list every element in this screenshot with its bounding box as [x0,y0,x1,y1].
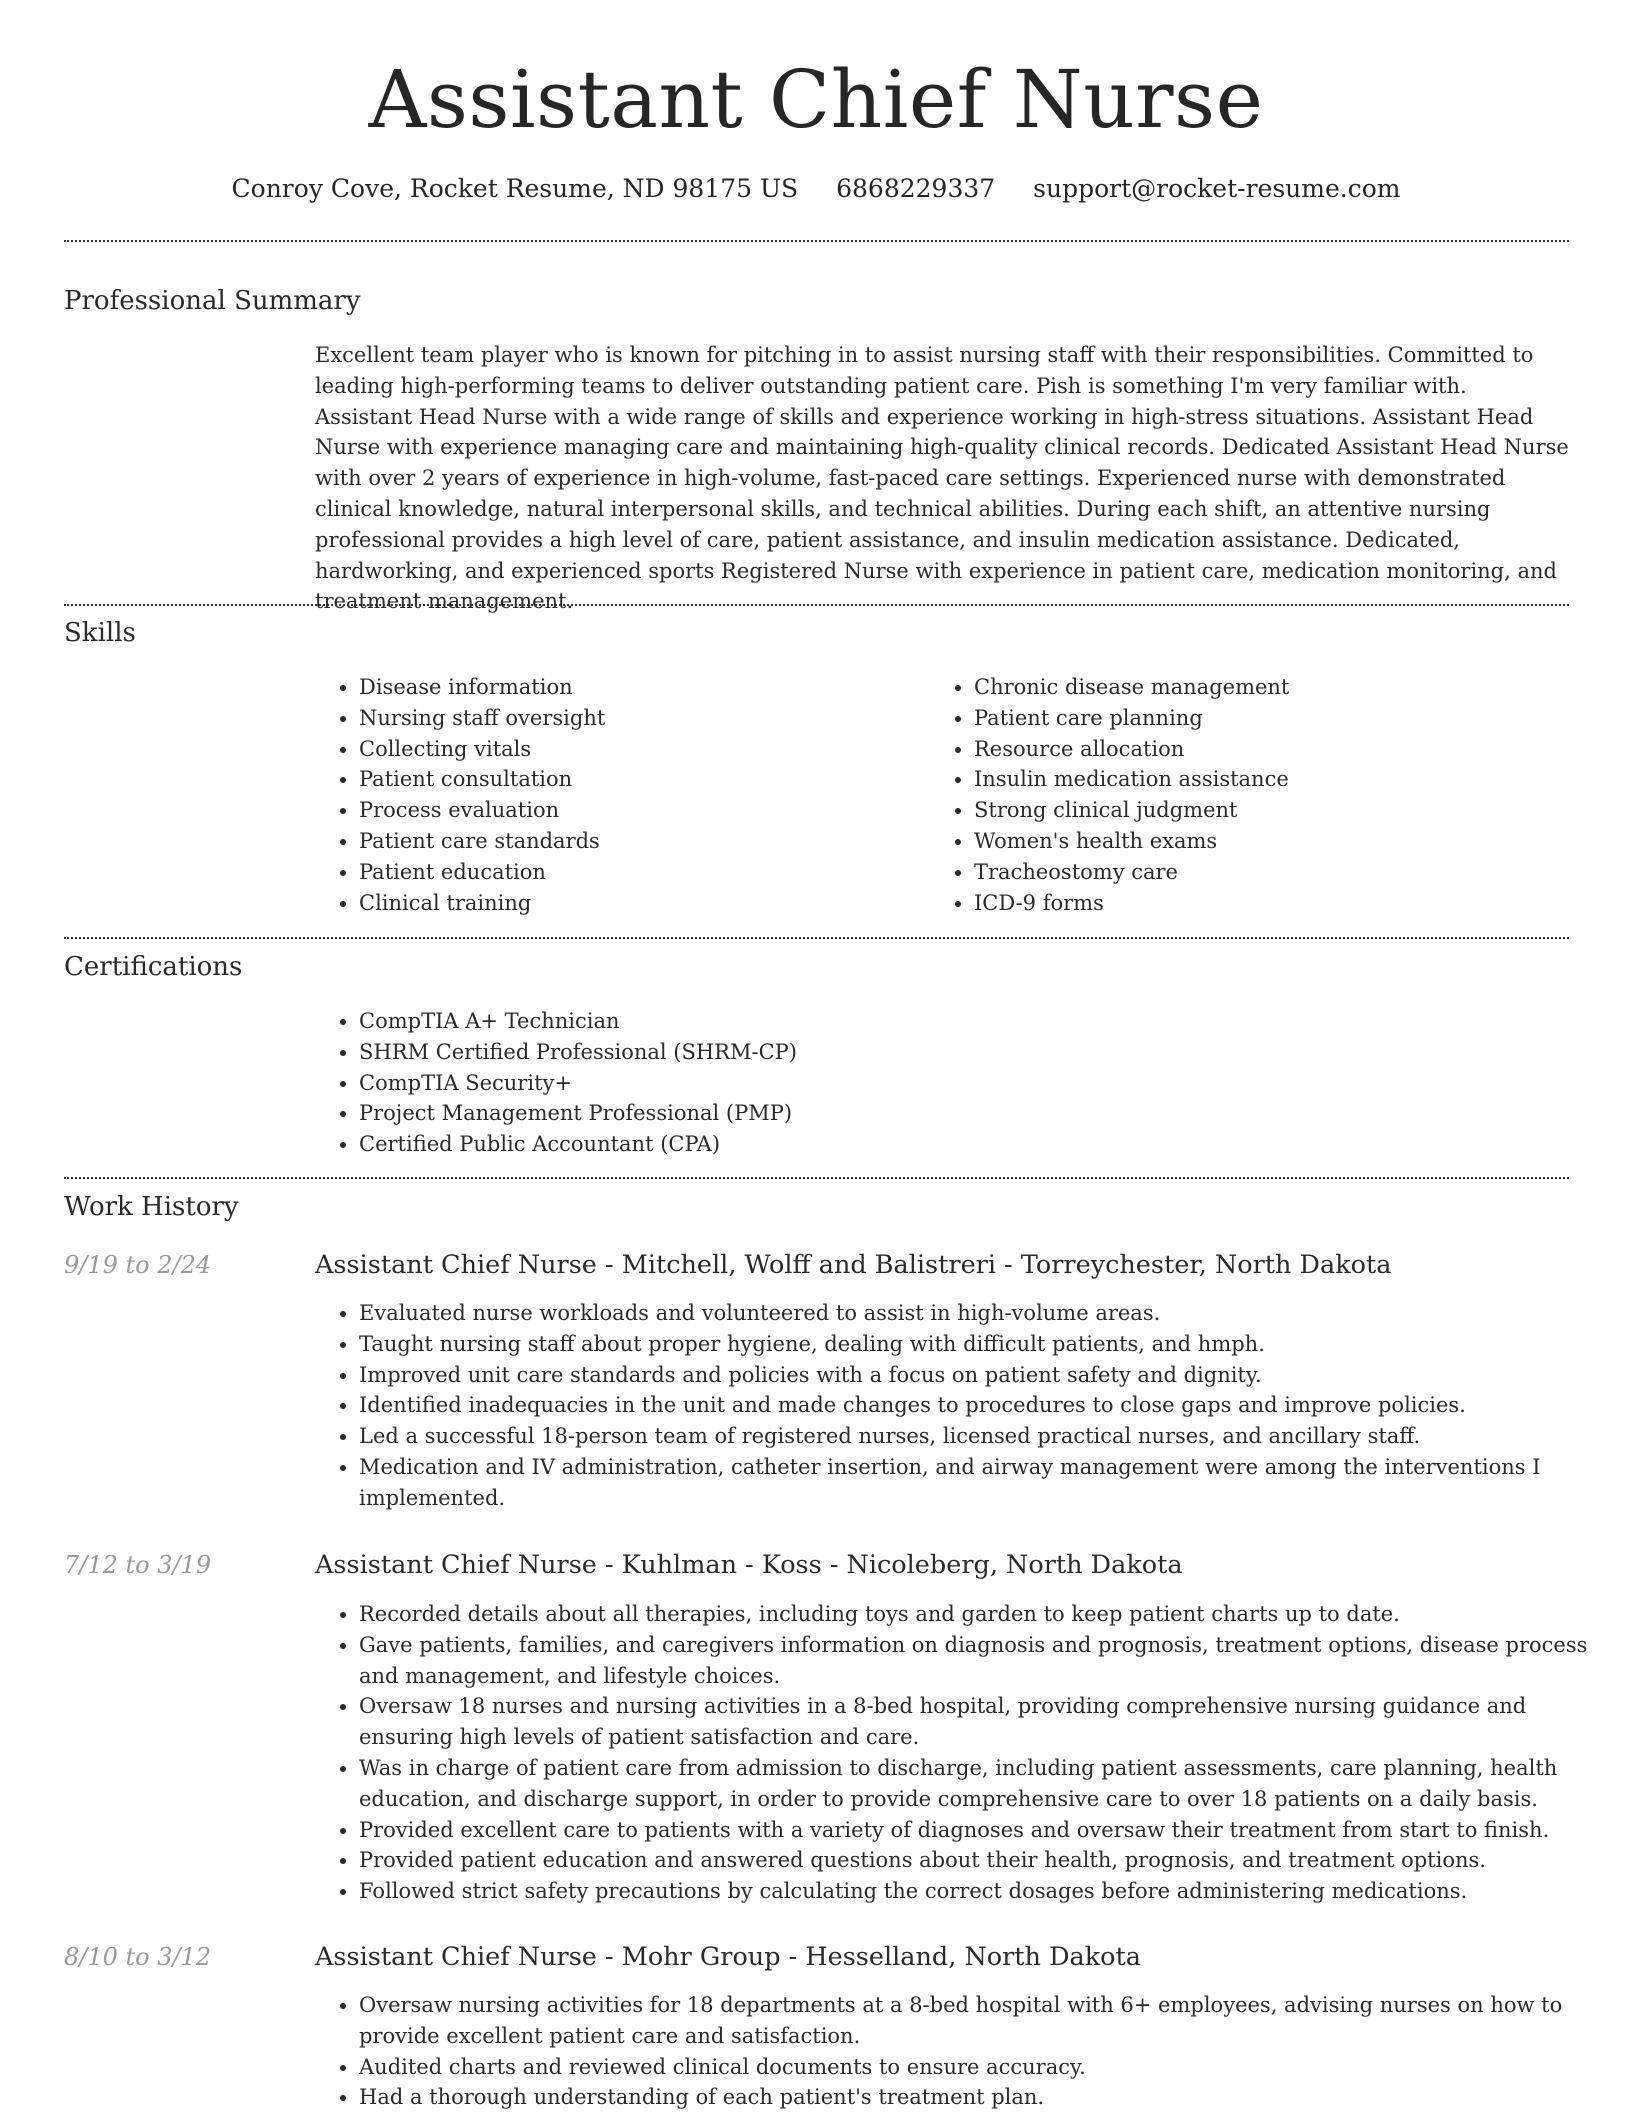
list-item: • Collecting vitals [359,734,919,765]
list-item: • Women's health exams [974,826,1574,857]
list-item: • Provided excellent care to patients with a variety of diagnoses and oversaw their treatment from start to finish. [359,1815,1613,1846]
list-item: • Patient consultation [359,764,919,795]
divider [64,240,1569,242]
job-heading: Assistant Chief Nurse - Mitchell, Wolff and Balistreri - Torreychester, North Dakota [315,1250,1392,1280]
job-heading: Assistant Chief Nurse - Kuhlman - Koss - Nicoleberg, North Dakota [315,1550,1183,1580]
list-item: • Taught nursing staff about proper hygiene, dealing with difficult patients, and hmph. [359,1329,1613,1360]
list-item: • Project Management Professional (PMP) [359,1098,1559,1129]
list-item: • SHRM Certified Professional (SHRM-CP) [359,1037,1559,1068]
skills-list-left [315,672,919,918]
list-item: • Patient care planning [974,703,1574,734]
list-item: • Provided patient education and answered questions about their health, prognosis, and treatment options. [359,1845,1613,1876]
skills-list-right [930,672,1574,918]
divider [64,604,1569,606]
job-dates: 9/19 to 2/24 [64,1251,212,1279]
list-item: • Had a thorough understanding of each patient's treatment plan. [359,2082,1613,2113]
list-item: • Followed strict safety precautions by calculating the correct dosages before administering medications. [359,1876,1613,1907]
divider [64,937,1569,939]
list-item: • Oversaw nursing activities for 18 departments at a 8-bed hospital with 6+ employees, advising nurses on how to provide excellent patient care and satisfaction. [359,1990,1613,2052]
list-item: • Strong clinical judgment [974,795,1574,826]
list-item: • Tracheostomy care [974,857,1574,888]
contact-phone: 6868229337 [836,174,996,203]
list-item: • CompTIA A+ Technician [359,1006,1559,1037]
candidate-name: Assistant Chief Nurse [368,53,1264,146]
job-dates: 7/12 to 3/19 [64,1551,212,1579]
list-item: • Gave patients, families, and caregivers information on diagnosis and prognosis, treatment options, disease process and management, and lifestyle choices. [359,1630,1613,1692]
list-item: • Evaluated nurse workloads and volunteered to assist in high-volume areas. [359,1298,1613,1329]
certifications-list [315,1006,1559,1160]
section-title-summary: Professional Summary [64,286,361,316]
list-item: • Identified inadequacies in the unit and made changes to procedures to close gaps and improve policies. [359,1390,1613,1421]
list-item: • Audited charts and reviewed clinical documents to ensure accuracy. [359,2052,1613,2083]
job-bullets [315,1599,1613,1907]
contact-email: support@rocket-resume.com [1033,174,1401,203]
list-item: • Patient care standards [359,826,919,857]
list-item: • Certified Public Accountant (CPA) [359,1129,1559,1160]
list-item: • Chronic disease management [974,672,1574,703]
job-bullets [315,1298,1613,1514]
list-item: • Medication and IV administration, catheter insertion, and airway management were among the interventions I implemented. [359,1452,1613,1514]
list-item: • Oversaw 18 nurses and nursing activities in a 8-bed hospital, providing comprehensive nursing guidance and ensuring high levels of patient satisfaction and care. [359,1691,1613,1753]
list-item: • Led a successful 18-person team of registered nurses, licensed practical nurses, and ancillary staff. [359,1421,1613,1452]
job-bullets [315,1990,1613,2113]
divider [64,1177,1569,1179]
list-item: • Resource allocation [974,734,1574,765]
contact-line [0,172,1632,206]
section-title-skills: Skills [64,618,136,648]
list-item: • Improved unit care standards and policies with a focus on patient safety and dignity. [359,1360,1613,1391]
list-item: • Insulin medication assistance [974,764,1574,795]
contact-address: Conroy Cove, Rocket Resume, ND 98175 US [231,174,799,203]
list-item: • Patient education [359,857,919,888]
job-heading: Assistant Chief Nurse - Mohr Group - Hesselland, North Dakota [315,1942,1141,1972]
list-item: • ICD-9 forms [974,888,1574,919]
job-dates: 8/10 to 3/12 [64,1943,212,1971]
list-item: • Process evaluation [359,795,919,826]
list-item: • Nursing staff oversight [359,703,919,734]
list-item: • Recorded details about all therapies, including toys and garden to keep patient charts up to date. [359,1599,1613,1630]
section-title-work-history: Work History [64,1192,239,1222]
summary-text: Excellent team player who is known for pitching in to assist nursing staff with their responsibilities. Committed to leading high-performing teams to deliver outstanding patient care. Pish is something I'm very familiar with. Assistant Head Nurse with a wide range of skills and experience working in high-stress situations. Assistant Head Nurse with experience managing care and maintaining high-quality clinical records. Dedicated Assistant Head Nurse with over 2 years of experience in high-volume, fast-paced care settings. Experienced nurse with demonstrated clinical knowledge, natural interpersonal skills, and technical abilities. During each shift, an attentive nursing professional provides a high level of care, patient assistance, and insulin medication assistance. Dedicated, hardworking, and experienced sports Registered Nurse with experience in patient care, medication monitoring, and treatment management. [315,343,1569,614]
section-title-certifications: Certifications [64,952,243,982]
list-item: • Disease information [359,672,919,703]
list-item: • CompTIA Security+ [359,1068,1559,1099]
list-item: • Clinical training [359,888,919,919]
list-item: • Was in charge of patient care from admission to discharge, including patient assessments, care planning, health education, and discharge support, in order to provide comprehensive care to over 18 patients on a daily basis. [359,1753,1613,1815]
